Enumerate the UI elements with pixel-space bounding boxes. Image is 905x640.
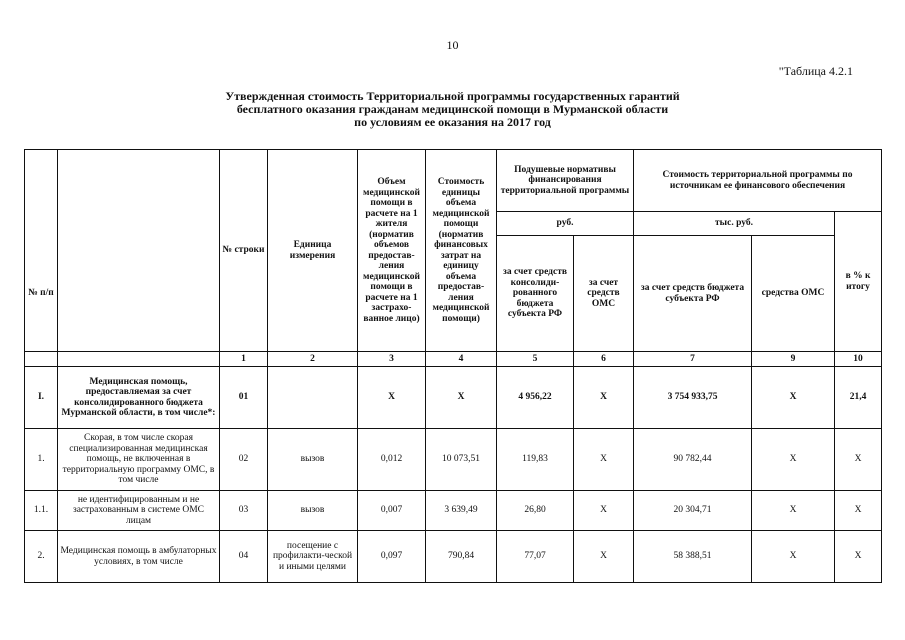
cost-table <box>24 149 882 583</box>
row-oms-thous: X <box>752 367 835 429</box>
row-code: 01 <box>220 367 268 429</box>
table-row <box>25 367 882 429</box>
page-number: 10 <box>446 38 459 52</box>
table-row <box>25 531 882 583</box>
header-budget-subject: за счет средств бюджета субъекта РФ <box>634 236 752 352</box>
row-percent: X <box>835 429 882 491</box>
column-numbers-row <box>25 352 882 367</box>
header-budget-consol: за счет средств консолиди-рованного бюджета субъекта РФ <box>497 236 574 352</box>
row-code: 03 <box>220 491 268 531</box>
row-oms-thous: X <box>752 429 835 491</box>
document-title <box>0 90 905 129</box>
row-oms: X <box>574 429 634 491</box>
row-budget: 4 956,22 <box>497 367 574 429</box>
row-volume: 0,097 <box>358 531 426 583</box>
header-row-no: № строки <box>220 150 268 352</box>
header-unit: Единица измерения <box>268 150 358 352</box>
row-num: 1. <box>25 429 58 491</box>
title-line: по условиям ее оказания на 2017 год <box>354 115 551 129</box>
row-budget-thous: 90 782,44 <box>634 429 752 491</box>
row-oms-thous: X <box>752 531 835 583</box>
col-number: 5 <box>497 352 574 367</box>
col-number <box>25 352 58 367</box>
row-volume: 0,012 <box>358 429 426 491</box>
header-per-capita: Подушевые нормативы финансирования территориальной программы <box>497 150 634 212</box>
row-num: 2. <box>25 531 58 583</box>
col-number: 1 <box>220 352 268 367</box>
col-number: 4 <box>426 352 497 367</box>
row-percent: 21,4 <box>835 367 882 429</box>
row-oms: X <box>574 491 634 531</box>
header-num-pp: № п/п <box>25 150 58 352</box>
col-number: 10 <box>835 352 882 367</box>
row-budget-thous: 20 304,71 <box>634 491 752 531</box>
row-cost: X <box>426 367 497 429</box>
row-volume: 0,007 <box>358 491 426 531</box>
row-code: 04 <box>220 531 268 583</box>
row-cost: 790,84 <box>426 531 497 583</box>
row-budget: 119,83 <box>497 429 574 491</box>
table-caption: "Таблица 4.2.1 <box>778 64 853 78</box>
col-number: 6 <box>574 352 634 367</box>
header-oms-funds: за счет средств ОМС <box>574 236 634 352</box>
header-oms-funds-2: средства ОМС <box>752 236 835 352</box>
row-num: 1.1. <box>25 491 58 531</box>
row-oms: X <box>574 367 634 429</box>
row-unit: вызов <box>268 491 358 531</box>
title-line: бесплатного оказания гражданам медицинской помощи в Мурманской области <box>236 102 669 116</box>
row-unit: посещение с профилакти-ческой и иными целями <box>268 531 358 583</box>
row-name: Скорая, в том числе скорая специализированная медицинская помощь, не включенная в территориальную программу ОМС, в том числе <box>58 429 220 491</box>
col-number: 3 <box>358 352 426 367</box>
col-number: 9 <box>752 352 835 367</box>
row-unit: вызов <box>268 429 358 491</box>
col-number: 7 <box>634 352 752 367</box>
row-name: не идентифицированным и не застрахованным в системе ОМС лицам <box>58 491 220 531</box>
row-code: 02 <box>220 429 268 491</box>
row-oms-thous: X <box>752 491 835 531</box>
table-row <box>25 491 882 531</box>
row-budget: 26,80 <box>497 491 574 531</box>
row-budget-thous: 3 754 933,75 <box>634 367 752 429</box>
header-cost: Стоимость единицы объема медицинской помощи (норматив финансовых затрат на единицу объема предостав-ления медицинской помощи) <box>426 150 497 352</box>
row-budget-thous: 58 388,51 <box>634 531 752 583</box>
row-oms: X <box>574 531 634 583</box>
row-name: Медицинская помощь в амбулаторных условиях, в том числе <box>58 531 220 583</box>
row-cost: 10 073,51 <box>426 429 497 491</box>
row-percent: X <box>835 531 882 583</box>
row-budget: 77,07 <box>497 531 574 583</box>
row-cost: 3 639,49 <box>426 491 497 531</box>
header-rub: руб. <box>497 212 634 236</box>
header-thous-rub: тыс. руб. <box>634 212 835 236</box>
title-line: Утвержденная стоимость Территориальной программы государственных гарантий <box>225 89 680 103</box>
header-percent: в % к итогу <box>835 212 882 352</box>
col-number <box>58 352 220 367</box>
row-percent: X <box>835 491 882 531</box>
row-unit <box>268 367 358 429</box>
row-name: Медицинская помощь, предоставляемая за счет консолидированного бюджета Мурманской области, в том числе*: <box>58 367 220 429</box>
header-program-cost: Стоимость территориальной программы по источникам ее финансового обеспечения <box>634 150 882 212</box>
header-name <box>58 150 220 352</box>
row-num: I. <box>25 367 58 429</box>
table-row <box>25 429 882 491</box>
row-volume: X <box>358 367 426 429</box>
header-volume: Объем медицинской помощи в расчете на 1 жителя (норматив объемов предостав-ления медицинской помощи в расчете на 1 застрахо-ванное лицо) <box>358 150 426 352</box>
col-number: 2 <box>268 352 358 367</box>
